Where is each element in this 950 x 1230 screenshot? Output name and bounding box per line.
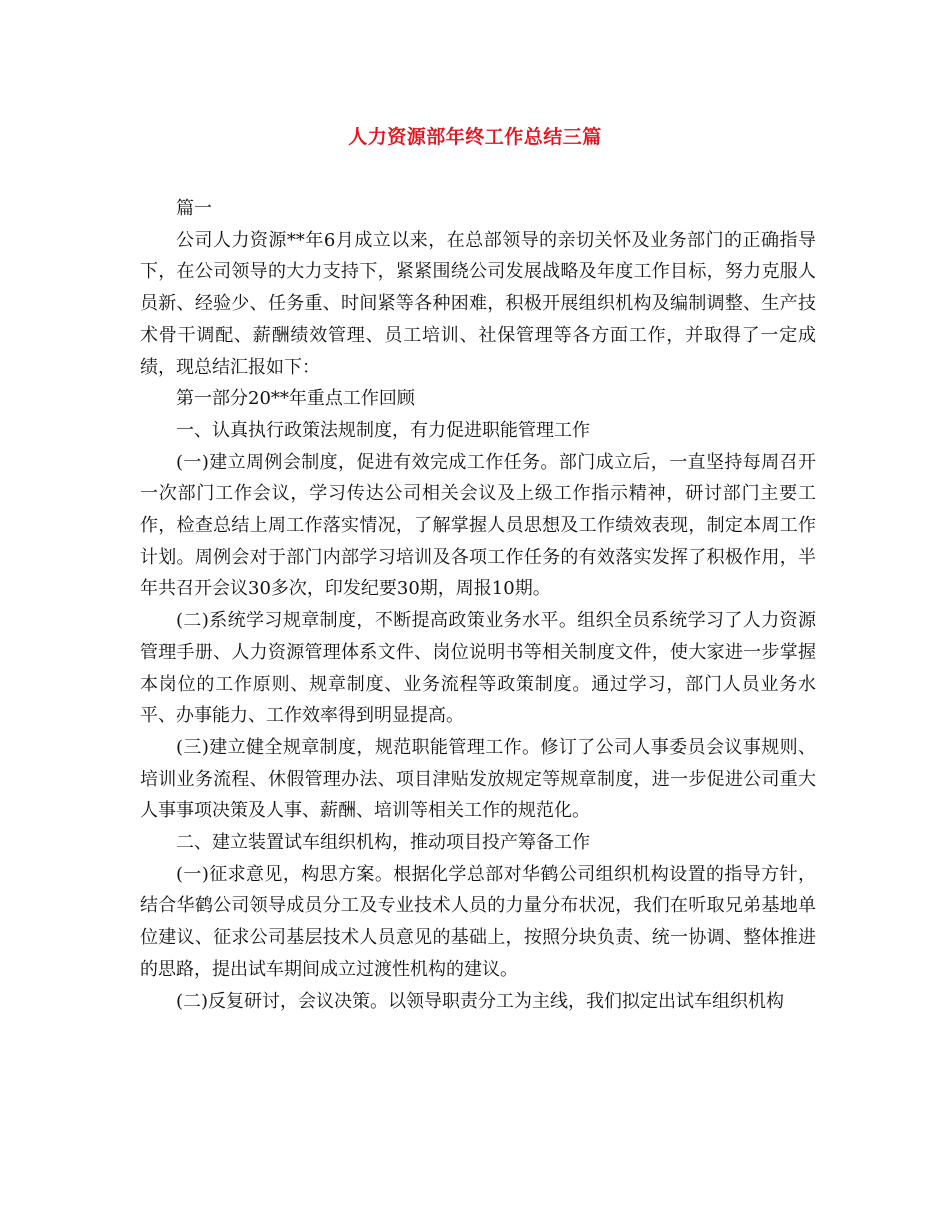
subsection-heading: 二、建立装置试车组织机构，推动项目投产筹备工作 bbox=[176, 832, 590, 854]
part-heading: 第一部分20**年重点工作回顾 bbox=[176, 388, 415, 410]
body-paragraph: (一)征求意见，构思方案。根据化学总部对华鹤公司组织机构设置的指导方针，结合华鹤公司领导成员分工及专业技术人员的力量分布状况，我们在听取兄弟基地单位建议、征求公司基层技术人员意见的基础上，按照分块负责、统一协调、整体推进的思路，提出试车期间成立过渡性机构的建议。 bbox=[140, 863, 816, 980]
body-paragraph: (三)建立健全规章制度，规范职能管理工作。修订了公司人事委员会议事规则、培训业务流程、休假管理办法、项目津贴发放规定等规章制度，进一步促进公司重大人事事项决策及人事、薪酬、培训等相关工作的规范化。 bbox=[140, 736, 816, 822]
body-paragraph: (一)建立周例会制度，促进有效完成工作任务。部门成立后，一直坚持每周召开一次部门工作会议，学习传达公司相关会议及上级工作指示精神，研讨部门主要工作，检查总结上周工作落实情况，了解掌握人员思想及工作绩效表现，制定本周工作计划。周例会对于部门内部学习培训及各项工作任务的有效落实发挥了积极作用，半年共召开会议30多次，印发纪要30期，周报10期。 bbox=[140, 451, 816, 600]
document-body bbox=[140, 193, 816, 1017]
subsection-heading: 一、认真执行政策法规制度，有力促进职能管理工作 bbox=[176, 419, 590, 441]
body-paragraph: (二)反复研讨，会议决策。以领导职责分工为主线，我们拟定出试车组织机构 bbox=[176, 990, 785, 1012]
section-heading: 篇一 bbox=[176, 198, 212, 219]
body-paragraph: 公司人力资源**年6月成立以来，在总部领导的亲切关怀及业务部门的正确指导下，在公司领导的大力支持下，紧紧围绕公司发展战略及年度工作目标，努力克服人员新、经验少、任务重、时间紧等各种困难，积极开展组织机构及编制调整、生产技术骨干调配、薪酬绩效管理、员工培训、社保管理等各方面工作，并取得了一定成绩，现总结汇报如下： bbox=[140, 229, 816, 378]
body-paragraph: (二)系统学习规章制度，不断提高政策业务水平。组织全员系统学习了人力资源管理手册、人力资源管理体系文件、岗位说明书等相关制度文件，使大家进一步掌握本岗位的工作原则、规章制度、业务流程等政策制度。通过学习，部门人员业务水平、办事能力、工作效率得到明显提高。 bbox=[140, 610, 816, 727]
document-title: 人力资源部年终工作总结三篇 bbox=[348, 126, 602, 148]
